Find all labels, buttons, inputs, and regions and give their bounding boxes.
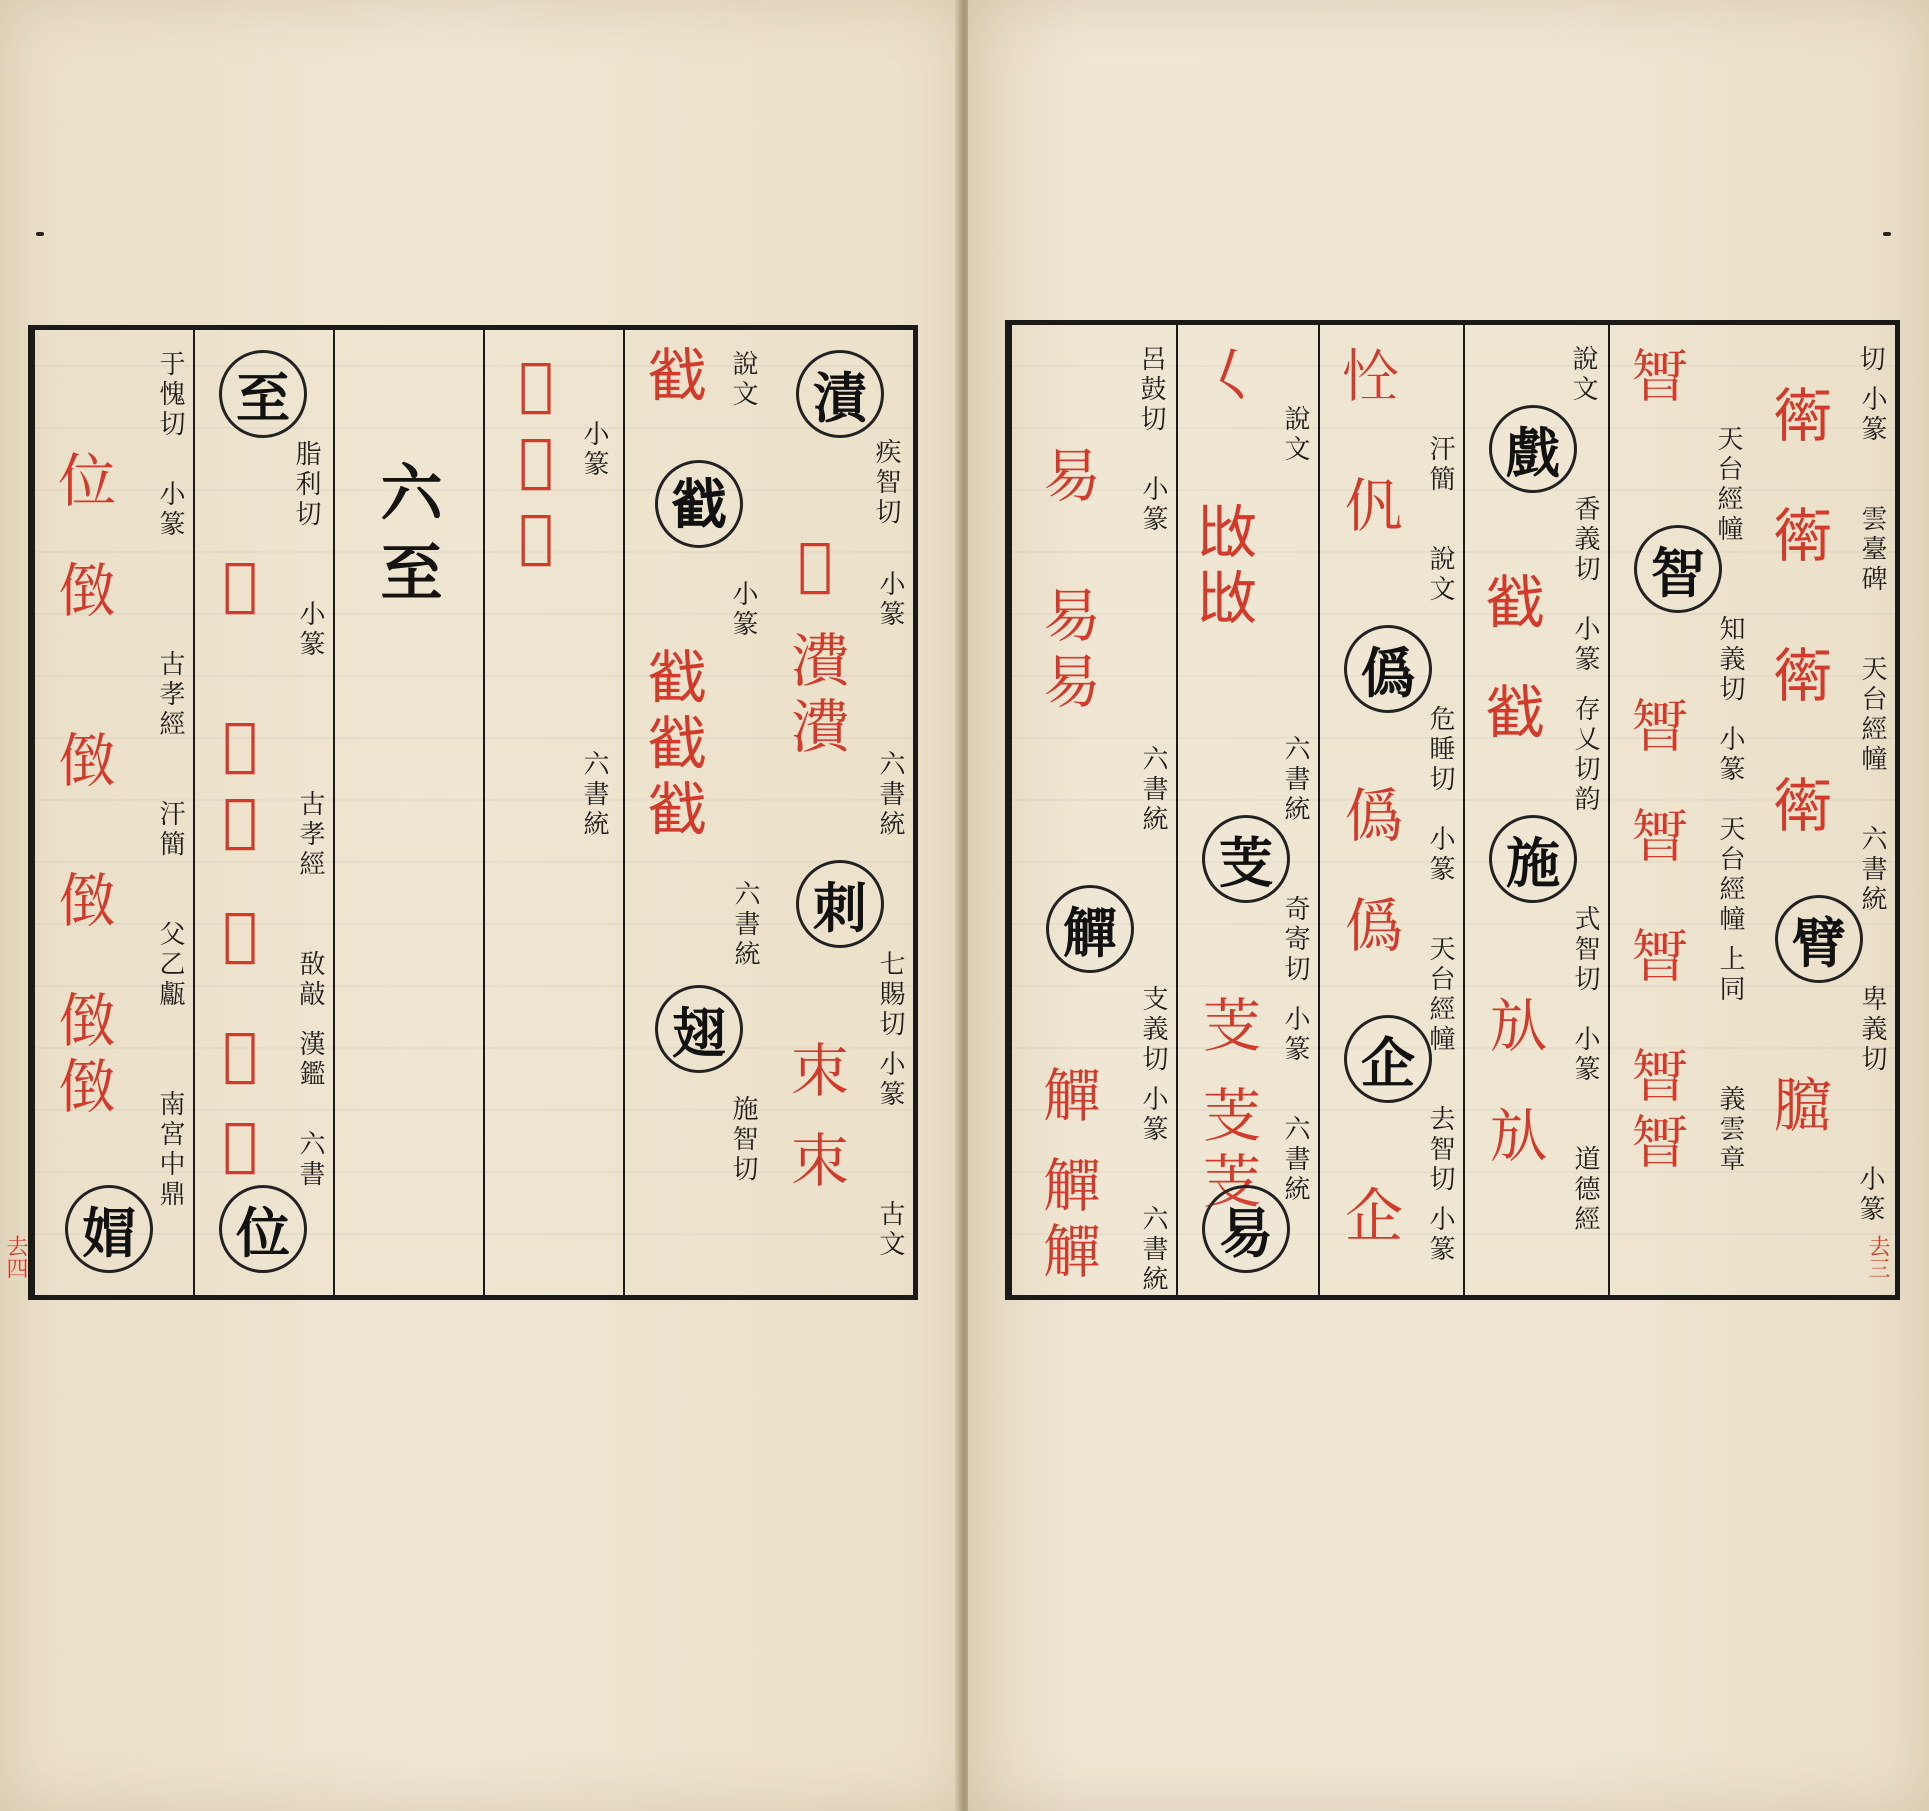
source-label: 小篆 bbox=[1138, 1085, 1168, 1145]
source-label: 小篆 bbox=[1425, 1205, 1455, 1265]
seal-form: 𡍒𡍒 bbox=[206, 710, 274, 862]
source-label: 天台經幢 bbox=[1425, 935, 1455, 1055]
seal-form: 㫃 bbox=[1480, 1105, 1548, 1171]
source-label: 存乂切韵 bbox=[1570, 695, 1600, 815]
source-label: 六書統 bbox=[1138, 1205, 1168, 1295]
right-page bbox=[968, 0, 1929, 1811]
seal-form: 𧗿 bbox=[1764, 505, 1832, 571]
source-label: 父乙甗 bbox=[155, 920, 185, 1010]
seal-form: 𣉻 bbox=[1625, 345, 1693, 411]
source-label: 古孝經 bbox=[295, 790, 325, 880]
source-label: 小篆 bbox=[1425, 825, 1455, 885]
source-label: 古孝經 bbox=[155, 650, 185, 740]
head-char-circle: 芰 bbox=[1202, 815, 1290, 903]
source-label: 漢鑑 bbox=[295, 1030, 325, 1090]
column-zai bbox=[623, 330, 768, 1295]
reading-note: 施智切 bbox=[728, 1095, 758, 1185]
seal-form: 𡍒 bbox=[206, 550, 274, 626]
seal-form: 𢘐 bbox=[1335, 345, 1403, 411]
seal-form: 𧗿 bbox=[1764, 385, 1832, 451]
head-char-circle: 至 bbox=[219, 350, 307, 438]
source-label: 敔敲 bbox=[295, 950, 325, 1010]
seal-form: 𡍒 bbox=[206, 900, 274, 976]
seal-form: 𠊷𠊷 bbox=[48, 990, 116, 1122]
source-label: 六書統 bbox=[1280, 735, 1310, 825]
seal-form: 𣉻 bbox=[1625, 695, 1693, 761]
section-heading: 六至 bbox=[370, 460, 443, 620]
head-char-circle: 媢 bbox=[65, 1185, 153, 1273]
source-label: 六書統 bbox=[730, 880, 760, 970]
seal-form: 𦡆 bbox=[1764, 1075, 1832, 1141]
head-char-circle: 漬 bbox=[796, 350, 884, 438]
head-char-circle: 位 bbox=[219, 1185, 307, 1273]
reading-note: 知義切 bbox=[1715, 615, 1745, 705]
seal-form: 𣉻𣉻 bbox=[1625, 1045, 1693, 1177]
punch-mark bbox=[36, 232, 44, 236]
seal-form: 𢧵 bbox=[642, 348, 710, 414]
reading-note: 于愧切 bbox=[155, 350, 185, 440]
seal-form: 𧗿 bbox=[1764, 645, 1832, 711]
seal-form: 𢧵 bbox=[1480, 685, 1548, 751]
source-label: 小篆 bbox=[155, 480, 185, 540]
reading-note: 支義切 bbox=[1138, 985, 1168, 1075]
source-label: 小篆 bbox=[875, 1050, 905, 1110]
left-page bbox=[0, 0, 962, 1811]
seal-form: 㫃 bbox=[1480, 995, 1548, 1061]
seal-form: 𣉻 bbox=[1625, 925, 1693, 991]
seal-form: 㵒㵒 bbox=[781, 630, 849, 762]
column-ji-water-chestnut bbox=[1176, 325, 1318, 1295]
source-label: 六書統 bbox=[1857, 825, 1887, 915]
seal-form: 僞 bbox=[1335, 895, 1403, 961]
top-label: 說文 bbox=[728, 350, 758, 410]
source-label: 小篆 bbox=[1570, 1025, 1600, 1085]
column-ni bbox=[1753, 325, 1895, 1295]
source-label: 汗簡 bbox=[1425, 435, 1455, 495]
reading-note: 切 bbox=[1855, 345, 1885, 375]
column-zhi bbox=[193, 330, 333, 1295]
seal-form: 朿 bbox=[781, 1040, 849, 1106]
head-char-circle: 僞 bbox=[1344, 625, 1432, 713]
source-label: 天台經幢 bbox=[1857, 655, 1887, 775]
source-label: 小篆 bbox=[1857, 385, 1887, 445]
source-label: 小篆 bbox=[1715, 725, 1745, 785]
source-label: 六書統 bbox=[1138, 745, 1168, 835]
reading-note: 危睡切 bbox=[1425, 705, 1455, 795]
column-seal-forms bbox=[483, 330, 623, 1295]
seal-form: 僞 bbox=[1335, 785, 1403, 851]
source-label: 古文 bbox=[875, 1200, 905, 1260]
seal-form: 𣉻 bbox=[1625, 805, 1693, 871]
head-char-circle: 𢧵 bbox=[655, 460, 743, 548]
seal-form: 企 bbox=[1335, 1185, 1403, 1251]
seal-form: 朿 bbox=[781, 1130, 849, 1196]
head-char-circle: 智 bbox=[1634, 525, 1722, 613]
source-label: 六書統 bbox=[875, 750, 905, 840]
head-char-circle: 企 bbox=[1344, 1015, 1432, 1103]
source-label: 南宮中鼎 bbox=[155, 1090, 185, 1210]
seal-form: 𢧵 bbox=[1480, 575, 1548, 641]
seal-form: 觶 bbox=[1033, 1065, 1101, 1131]
source-label: 小篆 bbox=[579, 420, 609, 480]
head-char-circle: 臂 bbox=[1775, 895, 1863, 983]
reading-note: 七賜切 bbox=[875, 950, 905, 1040]
seal-form: 芰芰 bbox=[1193, 1085, 1261, 1217]
reading-note: 呂鼓切 bbox=[1136, 345, 1166, 435]
seal-form: 𠆩 bbox=[1335, 475, 1403, 541]
seal-form: 易易 bbox=[1033, 585, 1101, 717]
source-label: 小篆 bbox=[1570, 615, 1600, 675]
source-label: 小篆 bbox=[295, 600, 325, 660]
source-label: 小篆 bbox=[728, 580, 758, 640]
seal-form: 𧗿 bbox=[1764, 775, 1832, 841]
reading-note: 去智切 bbox=[1425, 1105, 1455, 1195]
seal-form: 𢿯 bbox=[781, 530, 849, 606]
column-wei bbox=[33, 330, 193, 1295]
reading-note: 奇寄切 bbox=[1280, 895, 1310, 985]
seal-form: 𡍒 bbox=[206, 1110, 274, 1186]
head-char-circle: 戲 bbox=[1489, 405, 1577, 493]
seal-form: 𠊷 bbox=[48, 730, 116, 796]
column-wei-false bbox=[1318, 325, 1463, 1295]
column-ji bbox=[768, 330, 913, 1295]
column-zhi-cup bbox=[1010, 325, 1176, 1295]
seal-form: 𠊷 bbox=[48, 560, 116, 626]
column-zhi-wisdom bbox=[1608, 325, 1753, 1295]
punch-mark bbox=[1883, 232, 1891, 236]
reading-note: 式智切 bbox=[1570, 905, 1600, 995]
head-char-circle: 易 bbox=[1202, 1185, 1290, 1273]
source-label: 六書統 bbox=[579, 750, 609, 840]
seal-form: 位 bbox=[48, 450, 116, 516]
top-label: 說文 bbox=[1568, 345, 1598, 405]
source-label: 道德經 bbox=[1570, 1145, 1600, 1235]
head-char-circle: 刺 bbox=[796, 860, 884, 948]
source-label: 義雲章 bbox=[1715, 1085, 1745, 1175]
seal-form: 𡿨 bbox=[1193, 345, 1261, 411]
section-heading-column bbox=[333, 330, 483, 1295]
source-label: 上同 bbox=[1715, 945, 1745, 1005]
seal-form: 易 bbox=[1033, 445, 1101, 511]
source-label: 小篆 bbox=[1138, 475, 1168, 535]
source-label: 雲臺碑 bbox=[1857, 505, 1887, 595]
source-label: 六書統 bbox=[1280, 1115, 1310, 1205]
seal-form: 觶觶 bbox=[1033, 1155, 1101, 1287]
seal-form: 𦐠𦐠𦐠 bbox=[502, 350, 570, 578]
reading-note: 疾智切 bbox=[871, 438, 901, 528]
seal-form: 𢧵𢧵𢧵 bbox=[642, 650, 710, 848]
source-label: 汗簡 bbox=[155, 800, 185, 860]
source-label: 說文 bbox=[1280, 405, 1310, 465]
page-number-marker: 去四 bbox=[3, 1235, 28, 1279]
seal-form: 芰 bbox=[1193, 995, 1261, 1061]
source-label: 天台經幢 bbox=[1713, 425, 1743, 545]
column-xi bbox=[1463, 325, 1608, 1295]
source-label: 小篆 bbox=[875, 570, 905, 630]
source-label: 小篆 bbox=[1280, 1005, 1310, 1065]
source-label: 六書 bbox=[295, 1130, 325, 1190]
seal-form: 𠊷 bbox=[48, 870, 116, 936]
reading-note: 香義切 bbox=[1570, 495, 1600, 585]
source-label: 小篆 bbox=[1855, 1165, 1885, 1225]
reading-note: 卑義切 bbox=[1857, 985, 1887, 1075]
head-char-circle: 翅 bbox=[655, 985, 743, 1073]
reading-note: 脂利切 bbox=[291, 440, 321, 530]
seal-form: 𢻹𢻹 bbox=[1193, 505, 1261, 637]
seal-form: 𡍒 bbox=[206, 1020, 274, 1096]
right-page-frame bbox=[1005, 320, 1900, 1300]
head-char-circle: 觶 bbox=[1046, 885, 1134, 973]
head-char-circle: 施 bbox=[1489, 815, 1577, 903]
source-label: 天台經幢 bbox=[1715, 815, 1745, 935]
left-page-frame bbox=[28, 325, 918, 1300]
page-number-marker: 去三 bbox=[1865, 1235, 1890, 1279]
source-label: 說文 bbox=[1425, 545, 1455, 605]
